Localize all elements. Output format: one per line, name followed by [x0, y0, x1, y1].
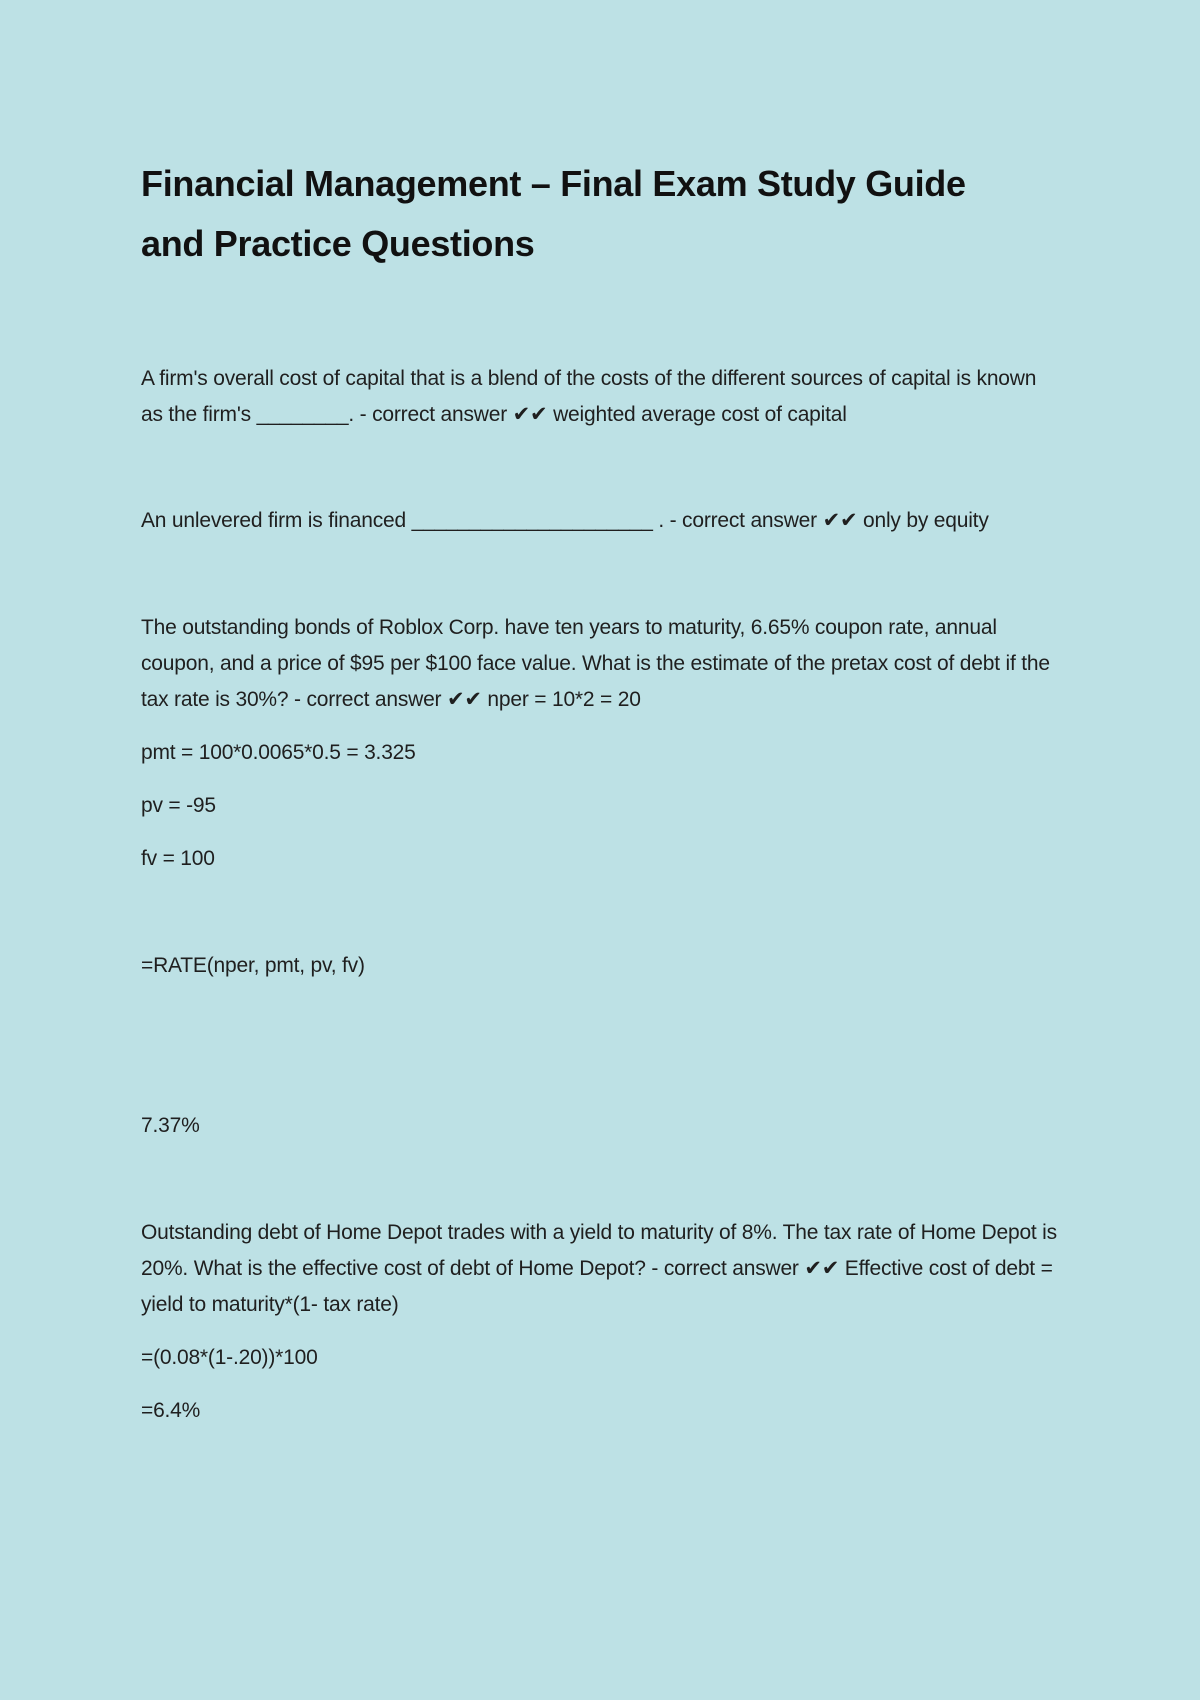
question-3-result: 7.37%: [141, 1114, 200, 1137]
question-3-formula: =RATE(nper, pmt, pv, fv): [141, 954, 365, 977]
question-3: The outstanding bonds of Roblox Corp. have ten years to maturity, 6.65% coupon rate, annual coupon, and a price of $95 per $100 face value. What is the estimate of the pretax cost of debt if the tax rate is 30%? - correct answer ✔✔ nper = 10*2 = 20: [141, 616, 1056, 711]
question-3-pmt: pmt = 100*0.0065*0.5 = 3.325: [141, 741, 416, 764]
question-4: Outstanding debt of Home Depot trades with a yield to maturity of 8%. The tax rate of Home Depot is 20%. What is the effective cost of debt of Home Depot? - correct answer ✔✔ Effective cost of debt = yield to maturity*(1- tax rate): [141, 1221, 1063, 1316]
question-3-pv: pv = -95: [141, 794, 216, 817]
question-1: A firm's overall cost of capital that is a blend of the costs of the different sources of capital is known as the firm's ________. - correct answer ✔✔ weighted average cost of capital: [141, 367, 1042, 426]
question-2: An unlevered firm is financed _____________________ . - correct answer ✔✔ only by equity: [141, 509, 989, 532]
question-4-calc: =(0.08*(1-.20))*100: [141, 1346, 318, 1369]
document-title: Financial Management – Final Exam Study Guide and Practice Questions: [141, 163, 966, 264]
question-4-result: =6.4%: [141, 1399, 201, 1422]
question-3-fv: fv = 100: [141, 847, 215, 870]
